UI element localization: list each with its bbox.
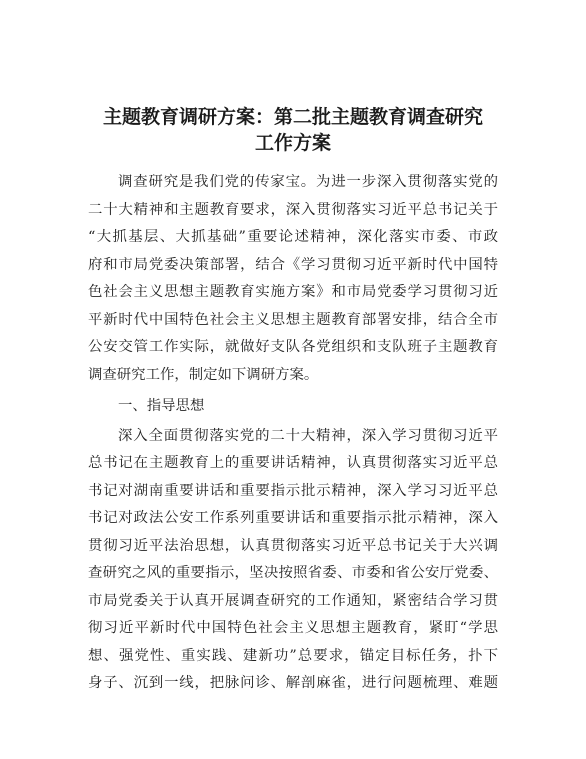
intro-paragraph-line: 平新时代中国特色社会主义思想主题教育部署安排，结合全市: [88, 312, 498, 328]
section-paragraph-line: 贯彻习近平法治思想，认真贯彻落实习近平总书记关于大兴调: [88, 538, 498, 554]
section-paragraph-line: 查研究之风的重要指示，坚决按照省委、市委和省公安厅党委、: [88, 565, 498, 581]
intro-paragraph-line: 府和市局党委决策部署，结合《学习贯彻习近平新时代中国特: [88, 257, 498, 273]
section-paragraph-line: 市局党委关于认真开展调查研究的工作通知，紧密结合学习贯: [88, 593, 498, 609]
document-title-line-2: 工作方案: [254, 132, 331, 154]
intro-paragraph-line: 色社会主义思想主题教育实施方案》和市局党委学习贯彻习近: [88, 284, 498, 300]
intro-paragraph-line: 二十大精神和主题教育要求，深入贯彻落实习近平总书记关于: [88, 202, 498, 218]
section-paragraph-line: 深入全面贯彻落实党的二十大精神，深入学习贯彻习近平: [118, 428, 498, 444]
intro-paragraph-line: 调查研究是我们党的传家宝。为进一步深入贯彻落实党的: [118, 174, 498, 190]
section-paragraph-line: 想、强党性、重实践、建新功”总要求，锚定目标任务，扑下: [88, 648, 498, 664]
intro-paragraph-line: 调查研究工作，制定如下调研方案。: [88, 367, 319, 383]
section-heading: 一、指导思想: [118, 398, 205, 414]
section-paragraph-line: 书记对政法公安工作系列重要讲话和重要指示批示精神，深入: [88, 510, 498, 526]
intro-paragraph-line: 公安交管工作实际，就做好支队各党组织和支队班子主题教育: [88, 339, 498, 355]
section-paragraph-line: 总书记在主题教育上的重要讲话精神，认真贯彻落实习近平总: [88, 455, 498, 471]
section-paragraph-line: 书记对湖南重要讲话和重要指示批示精神，深入学习习近平总: [88, 483, 498, 499]
section-paragraph-line: 彻习近平新时代中国特色社会主义思想主题教育，紧盯“学思: [88, 620, 498, 636]
intro-paragraph-line: “大抓基层、大抓基础”重要论述精神，深化落实市委、市政: [88, 229, 498, 245]
section-paragraph-line: 身子、沉到一线，把脉问诊、解剖麻雀，进行问题梳理、难题: [88, 675, 498, 691]
document-title-line-1: 主题教育调研方案：第二批主题教育调查研究: [102, 106, 483, 128]
